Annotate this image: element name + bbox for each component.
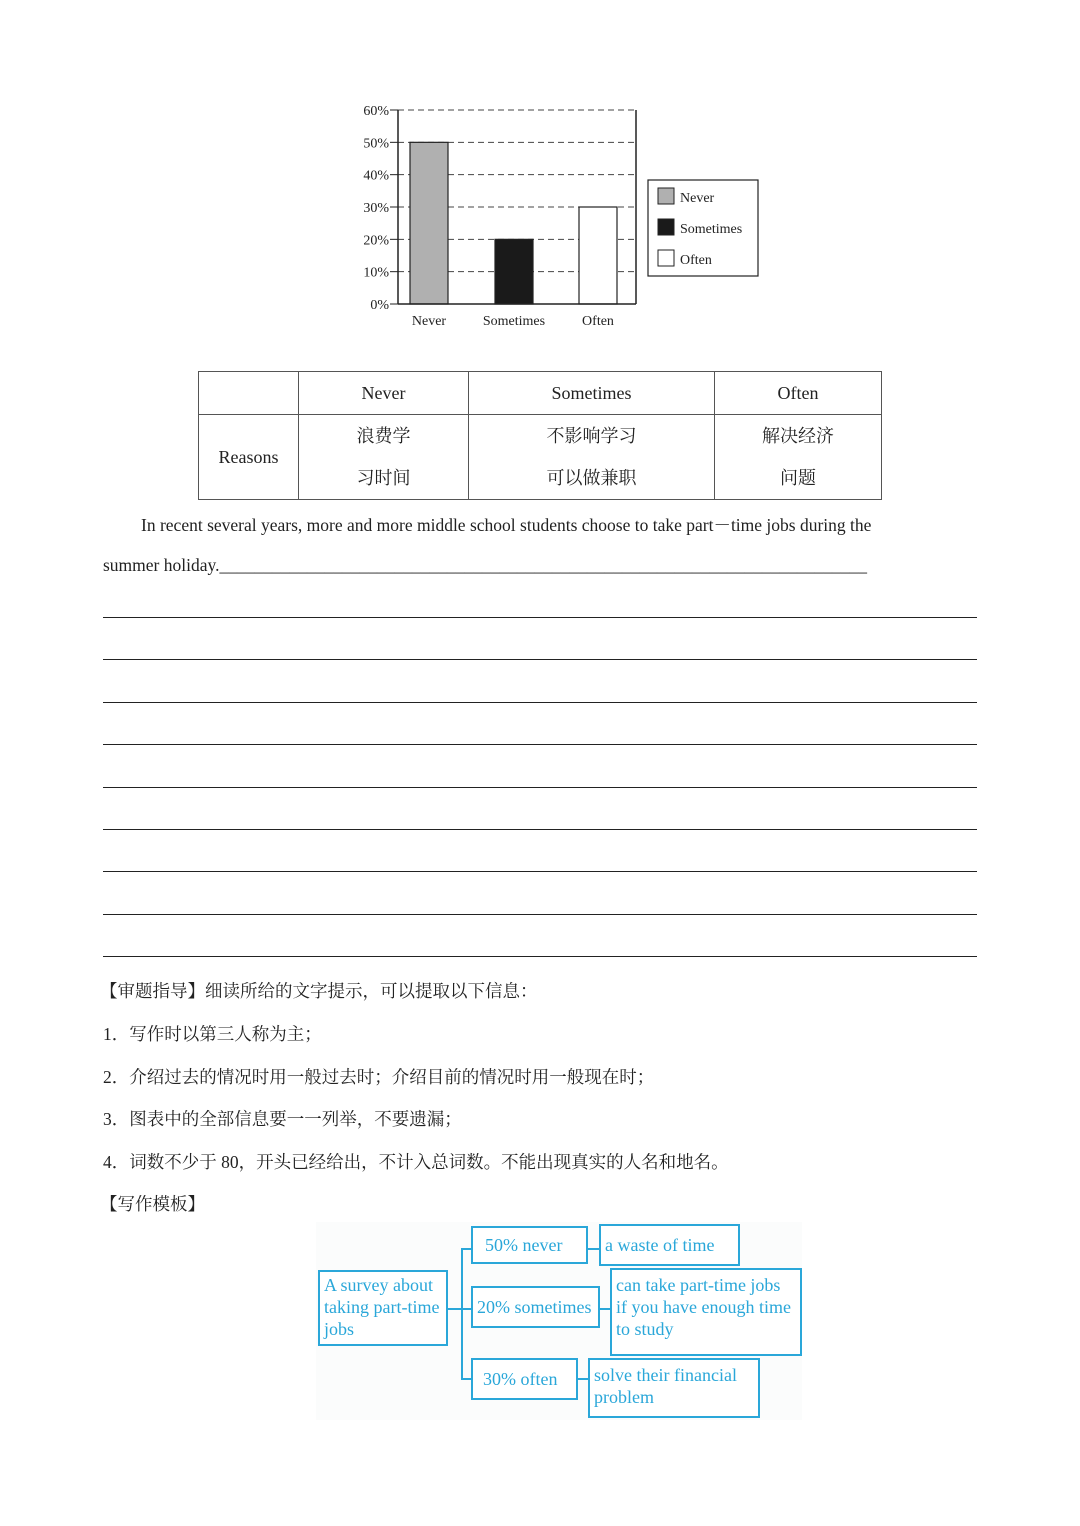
answer-line[interactable] xyxy=(103,871,977,872)
bar-often xyxy=(579,207,617,304)
reason-sometimes xyxy=(469,415,715,500)
table-row xyxy=(199,415,882,500)
table-header-sometimes: Sometimes xyxy=(469,372,715,415)
guidance-item-4: 4．词数不少于 80，开头已经给出，不计入总词数。不能出现真实的人名和地名。 xyxy=(103,1152,729,1172)
table-header-row xyxy=(199,372,882,415)
branch-never-box xyxy=(471,1226,588,1264)
table-header-blank xyxy=(199,372,299,415)
legend-label: Often xyxy=(680,253,712,268)
root-line-3: jobs xyxy=(324,1319,355,1339)
branch-connector xyxy=(461,1378,471,1380)
reason-never xyxy=(299,415,469,500)
detail-often-line-2: problem xyxy=(594,1387,654,1407)
reason-never-line-1: 浪费学 xyxy=(356,426,411,446)
answer-line[interactable] xyxy=(103,617,977,618)
reasons-table xyxy=(198,371,882,500)
reason-sometimes-line-1: 不影响学习 xyxy=(546,426,637,446)
branch-sometimes-label: 20% sometimes xyxy=(477,1297,592,1317)
table-header-never: Never xyxy=(299,372,469,415)
branch-often-box xyxy=(471,1358,578,1400)
intro-line-1: In recent several years, more and more middle school students choose to take part－time jobs during the xyxy=(141,515,872,535)
bar-sometimes xyxy=(495,239,533,304)
intro-line-2 xyxy=(103,555,867,576)
guidance-item-3: 3．图表中的全部信息要一一列举，不要遗漏； xyxy=(103,1109,462,1129)
root-line-1: A survey about xyxy=(324,1275,433,1295)
root-line-2: taking part-time xyxy=(324,1297,440,1317)
table-header-often: Often xyxy=(715,372,882,415)
reason-never-line-2: 习时间 xyxy=(356,468,411,488)
bar-never xyxy=(410,142,448,304)
branch-connector xyxy=(461,1248,471,1250)
legend-swatch-often xyxy=(658,250,674,266)
y-tick-label: 20% xyxy=(363,233,389,249)
reasons-label: Reasons xyxy=(199,415,299,500)
y-tick-label: 40% xyxy=(363,168,389,184)
answer-line[interactable] xyxy=(103,744,977,745)
intro-blank: __________________________________________________________________________ xyxy=(219,555,867,575)
detail-connector xyxy=(587,1248,599,1250)
branch-trunk xyxy=(461,1248,463,1380)
writing-template-diagram xyxy=(316,1222,802,1420)
guidance-item-1: 1．写作时以第三人称为主； xyxy=(103,1024,322,1044)
intro-summer-holiday: summer holiday. xyxy=(103,555,220,575)
detail-often-box xyxy=(588,1358,760,1418)
detail-sometimes-line-2: if you have enough time xyxy=(616,1297,791,1317)
x-tick-label: Often xyxy=(582,314,614,329)
answer-line[interactable] xyxy=(103,702,977,703)
branch-often-label: 30% often xyxy=(483,1369,558,1389)
template-heading: 【写作模板】 xyxy=(100,1194,205,1214)
y-tick-label: 0% xyxy=(370,298,389,313)
guidance-item-2: 2．介绍过去的情况时用一般过去时；介绍目前的情况时用一般现在时； xyxy=(103,1067,655,1087)
x-tick-label: Sometimes xyxy=(482,314,546,329)
answer-line[interactable] xyxy=(103,829,977,830)
reason-often-line-1: 解决经济 xyxy=(762,426,834,446)
answer-line[interactable] xyxy=(103,659,977,660)
guidance-heading: 【审题指导】细读所给的文字提示，可以提取以下信息： xyxy=(100,981,538,1001)
root-connector xyxy=(447,1308,471,1310)
y-tick-label: 60% xyxy=(363,104,389,119)
legend-swatch-sometimes xyxy=(658,219,674,235)
answer-line[interactable] xyxy=(103,914,977,915)
detail-sometimes-line-3: to study xyxy=(616,1319,674,1339)
reason-often-line-2: 问题 xyxy=(780,468,816,488)
y-tick-label: 10% xyxy=(363,265,389,281)
y-tick-label: 30% xyxy=(363,201,389,216)
detail-sometimes-line-1: can take part-time jobs xyxy=(616,1275,781,1295)
detail-often-line-1: solve their financial xyxy=(594,1365,737,1385)
diagram-root-box xyxy=(318,1270,448,1346)
legend-swatch-never xyxy=(658,188,674,204)
branch-sometimes-box xyxy=(471,1286,600,1328)
detail-never-line-1: a waste of time xyxy=(605,1235,715,1255)
legend-label: Sometimes xyxy=(680,222,743,237)
detail-never-box xyxy=(599,1224,740,1266)
reason-often xyxy=(715,415,882,500)
x-tick-label: Never xyxy=(411,314,447,329)
bar-chart xyxy=(340,96,780,341)
branch-never-label: 50% never xyxy=(485,1235,563,1255)
detail-sometimes-box xyxy=(610,1268,802,1356)
answer-line[interactable] xyxy=(103,787,977,788)
answer-line[interactable] xyxy=(103,956,977,957)
reason-sometimes-line-2: 可以做兼职 xyxy=(546,468,637,488)
y-tick-label: 50% xyxy=(363,136,389,152)
legend-label: Never xyxy=(680,191,715,206)
